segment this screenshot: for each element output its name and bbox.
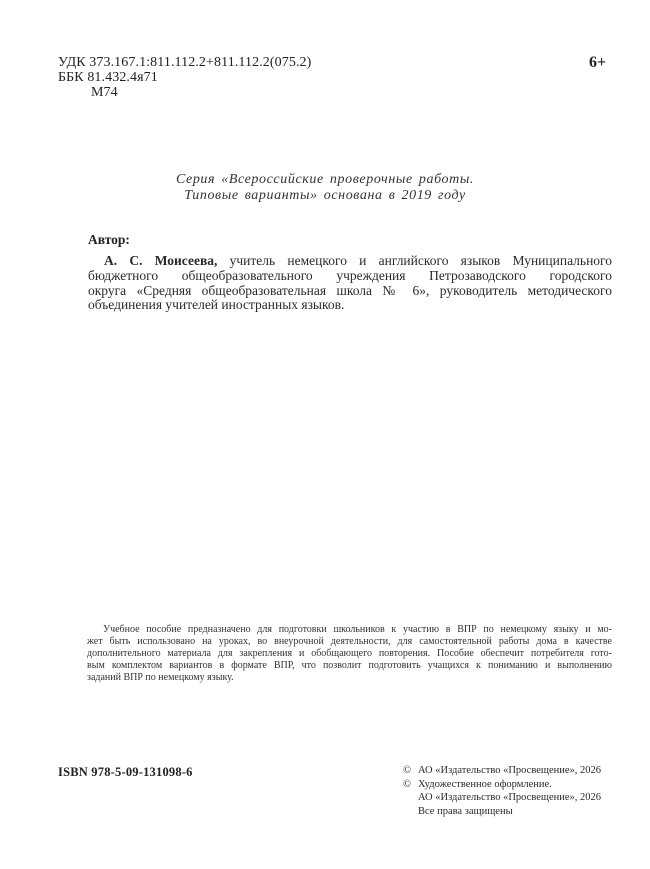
annotation-line-2: жет быть использовано на уроках, во внеурочной деятельности, для самостоятельной работы дома в качестве	[87, 636, 612, 647]
author-line-2: бюджетного общеобразовательного учреждения Петрозаводского городского	[88, 267, 612, 283]
copyright-row-2	[403, 778, 601, 792]
copyright-block	[403, 764, 601, 818]
author-mark: М74	[91, 85, 118, 100]
author-line-3: округа «Средняя общеобразовательная школа № 6», руководитель методического	[88, 282, 612, 298]
bbk-code: ББК 81.432.4я71	[58, 70, 158, 85]
copyright-icon: ©	[403, 765, 411, 776]
copyright-row-1	[403, 764, 601, 778]
copyright-icon: ©	[403, 778, 411, 790]
author-line-4: объединения учителей иностранных языков.	[88, 297, 345, 313]
series-line-1: Серия «Всероссийские проверочные работы.	[175, 172, 475, 187]
copyright-publisher: АО «Издательство «Просвещение», 2026	[418, 765, 602, 776]
author-name: А. С. Моисеева,	[104, 253, 218, 268]
annotation-line-1: Учебное пособие предназначено для подготовки школьников к участию в ВПР по немецкому языку и мо-	[103, 624, 612, 635]
author-heading: Автор:	[88, 232, 130, 247]
series-line-2: Типовые варианты» основана в 2019 году	[184, 188, 466, 203]
annotation-line-5: заданий ВПР по немецкому языку.	[87, 672, 234, 683]
series-statement	[0, 172, 650, 204]
author-line-1	[88, 254, 612, 269]
isbn-number: ISBN 978-5-09-131098-6	[58, 765, 193, 779]
copyright-art-design: Художественное оформление.	[418, 778, 552, 790]
annotation-paragraph	[87, 624, 612, 684]
annotation-line-4: вым комплектом вариантов в формате ВПР, что позволит подготовить учащихся к пониманию и выполнению	[87, 660, 612, 671]
age-rating-label: 6+	[589, 54, 607, 71]
classification-block	[58, 55, 311, 100]
udk-code: УДК 373.167.1:811.112.2+811.112.2(075.2)	[58, 55, 312, 70]
author-description	[88, 254, 612, 313]
author-line-1-text: учитель немецкого и английского языков Муниципального	[217, 253, 612, 268]
annotation-line-3: дополнительного материала для закрепления и обобщающего повторения. Пособие обеспечит потребителя гото-	[87, 648, 612, 659]
copyright-rights-reserved: Все права защищены	[418, 805, 513, 817]
copyright-row-3: АО «Издательство «Просвещение», 2026	[418, 792, 602, 803]
